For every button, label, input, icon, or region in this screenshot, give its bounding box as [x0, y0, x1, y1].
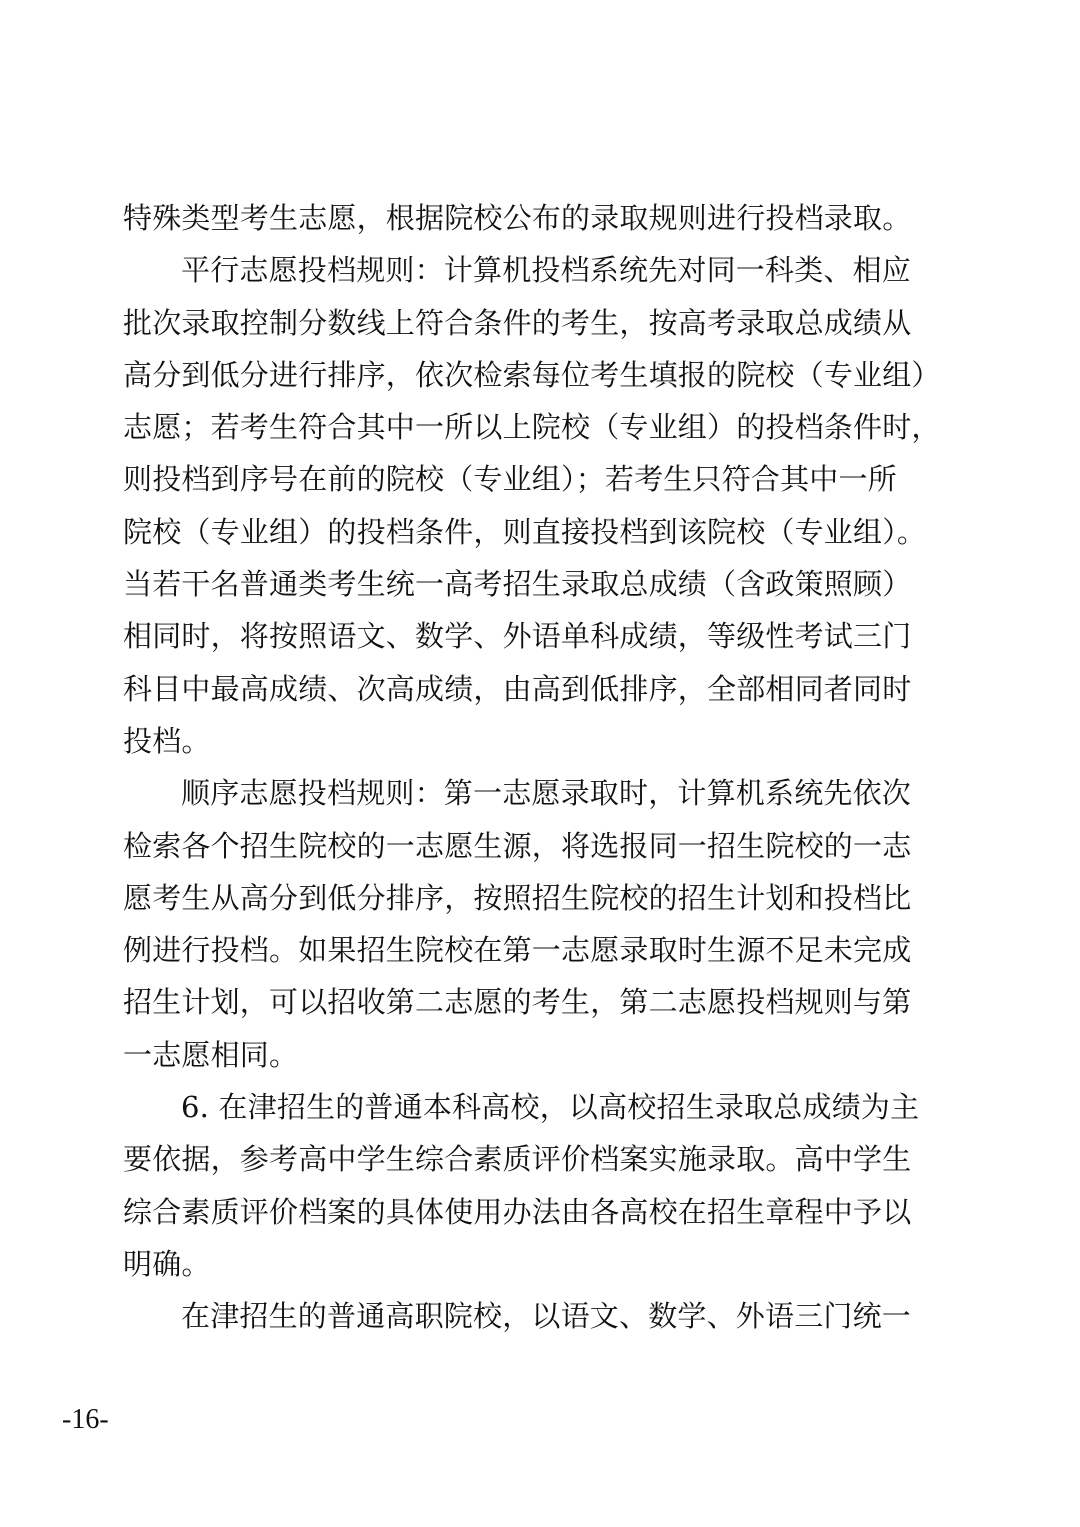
text-line: 顺序志愿投档规则：第一志愿录取时，计算机系统先依次 [181, 776, 912, 811]
text-line: 一志愿相同。 [123, 1037, 299, 1072]
text-line: 平行志愿投档规则：计算机投档系统先对同一科类、相应 [181, 253, 912, 288]
text-line: 明确。 [123, 1246, 211, 1281]
text-line: 综合素质评价档案的具体使用办法由各高校在招生章程中予以 [123, 1194, 912, 1229]
text-line: 愿考生从高分到低分排序，按照招生院校的招生计划和投档比 [123, 880, 912, 915]
text-line: 特殊类型考生志愿，根据院校公布的录取规则进行投档录取。 [123, 201, 912, 235]
text-line: 检索各个招生院校的一志愿生源，将选报同一招生院校的一志 [123, 828, 912, 863]
text-line: 批次录取控制分数线上符合条件的考生，按高考录取总成绩从 [123, 305, 912, 340]
text-line: 招生计划，可以招收第二志愿的考生，第二志愿投档规则与第 [123, 985, 912, 1020]
text-line: 相同时，将按照语文、数学、外语单科成绩，等级性考试三门 [123, 619, 912, 654]
text-line: 科目中最高成绩、次高成绩，由高到低排序，全部相同者同时 [123, 671, 912, 706]
text-line: 院校（专业组）的投档条件，则直接投档到该院校（专业组）。 [123, 514, 927, 549]
text-line: 当若干名普通类考生统一高考招生录取总成绩（含政策照顾） [123, 567, 912, 602]
document-body [123, 192, 943, 1343]
text-line: 例进行投档。如果招生院校在第一志愿录取时生源不足未完成 [123, 933, 912, 968]
text-line: 要依据，参考高中学生综合素质评价档案实施录取。高中学生 [123, 1142, 912, 1177]
text-line: 高分到低分进行排序，依次检索每位考生填报的院校（专业组） [123, 357, 941, 392]
text-line: 志愿；若考生符合其中一所以上院校（专业组）的投档条件时， [123, 410, 941, 445]
text-line: 则投档到序号在前的院校（专业组）；若考生只符合其中一所 [123, 462, 897, 497]
page-number: -16- [62, 1404, 109, 1435]
text-line: 在津招生的普通高职院校，以语文、数学、外语三门统一 [181, 1299, 912, 1334]
text-line: 6. 在津招生的普通本科高校，以高校招生录取总成绩为主 [181, 1090, 920, 1125]
text-line: 投档。 [123, 723, 211, 758]
